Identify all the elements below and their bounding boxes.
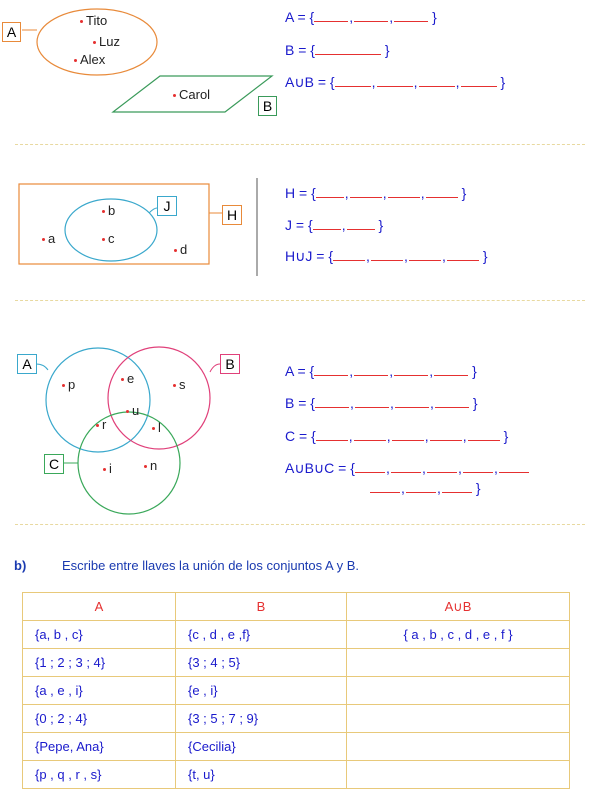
table-row xyxy=(23,621,570,649)
element-n: n xyxy=(144,458,157,473)
cell-union[interactable] xyxy=(347,705,570,733)
table-header-row xyxy=(23,593,570,621)
equation-a-union-b-union-c-cont: , , } xyxy=(370,480,481,496)
element-a: a xyxy=(42,231,55,246)
header-a-union-b: A∪B xyxy=(347,593,570,621)
cell-union[interactable] xyxy=(347,649,570,677)
element-i: i xyxy=(103,461,112,476)
element-c: c xyxy=(102,231,115,246)
set-b3-label: B xyxy=(220,354,240,374)
cell-union[interactable] xyxy=(347,677,570,705)
header-b: B xyxy=(176,593,347,621)
equation-h-union-j: H∪J = { , , , } xyxy=(285,248,488,264)
element-alex: Alex xyxy=(74,52,105,67)
set-j-label: J xyxy=(157,196,177,216)
set-b-label: B xyxy=(258,96,277,116)
equation-b3: B = { , , , } xyxy=(285,395,478,411)
element-l: l xyxy=(152,420,161,435)
table-row xyxy=(23,649,570,677)
table-row xyxy=(23,705,570,733)
cell-a: {1 ; 2 ; 3 ; 4} xyxy=(23,649,176,677)
element-b: b xyxy=(102,203,115,218)
equation-a3: A = { , , , } xyxy=(285,363,477,379)
equation-c3: C = { , , , , } xyxy=(285,428,509,444)
divider-1 xyxy=(15,144,585,145)
cell-b: {3 ; 4 ; 5} xyxy=(176,649,347,677)
element-e: e xyxy=(121,371,134,386)
divider-2 xyxy=(15,300,585,301)
table-row xyxy=(23,733,570,761)
cell-b: {3 ; 5 ; 7 ; 9} xyxy=(176,705,347,733)
element-carol: Carol xyxy=(173,87,210,102)
cell-union[interactable]: { a , b , c , d , e , f } xyxy=(347,621,570,649)
cell-a: {Pepe, Ana} xyxy=(23,733,176,761)
equation-a-union-b: A∪B = { , , , } xyxy=(285,74,506,90)
element-s: s xyxy=(173,377,186,392)
equation-h: H = { , , , } xyxy=(285,185,467,201)
cell-b: {Cecilia} xyxy=(176,733,347,761)
section-b-letter: b) xyxy=(14,558,27,573)
cell-union[interactable] xyxy=(347,761,570,789)
cell-b: {t, u} xyxy=(176,761,347,789)
cell-a: {p , q , r , s} xyxy=(23,761,176,789)
section1-diagram xyxy=(0,0,290,130)
element-tito: Tito xyxy=(80,13,107,28)
cell-a: {a , e , i} xyxy=(23,677,176,705)
equation-b: B = { } xyxy=(285,42,390,58)
cell-b: {c , d , e ,f} xyxy=(176,621,347,649)
set-c3-label: C xyxy=(44,454,64,474)
section-b-instruction: Escribe entre llaves la unión de los conjuntos A y B. xyxy=(62,558,360,573)
cell-a: {0 ; 2 ; 4} xyxy=(23,705,176,733)
divider-3 xyxy=(15,524,585,525)
set-a3-label: A xyxy=(17,354,37,374)
equation-a-union-b-union-c: A∪B∪C = { , , , , xyxy=(285,460,529,477)
table-row xyxy=(23,761,570,789)
cell-union[interactable] xyxy=(347,733,570,761)
element-luz: Luz xyxy=(93,34,120,49)
set-a-label: A xyxy=(2,22,21,42)
union-table xyxy=(22,592,570,789)
cell-a: {a, b , c} xyxy=(23,621,176,649)
set-h-label: H xyxy=(222,205,242,225)
header-a: A xyxy=(23,593,176,621)
cell-b: {e , i} xyxy=(176,677,347,705)
element-d: d xyxy=(174,242,187,257)
element-u: u xyxy=(126,403,139,418)
element-r: r xyxy=(96,417,106,432)
equation-j: J = { , } xyxy=(285,217,384,233)
element-p: p xyxy=(62,377,75,392)
equation-a: A = { , , } xyxy=(285,9,437,25)
table-row xyxy=(23,677,570,705)
